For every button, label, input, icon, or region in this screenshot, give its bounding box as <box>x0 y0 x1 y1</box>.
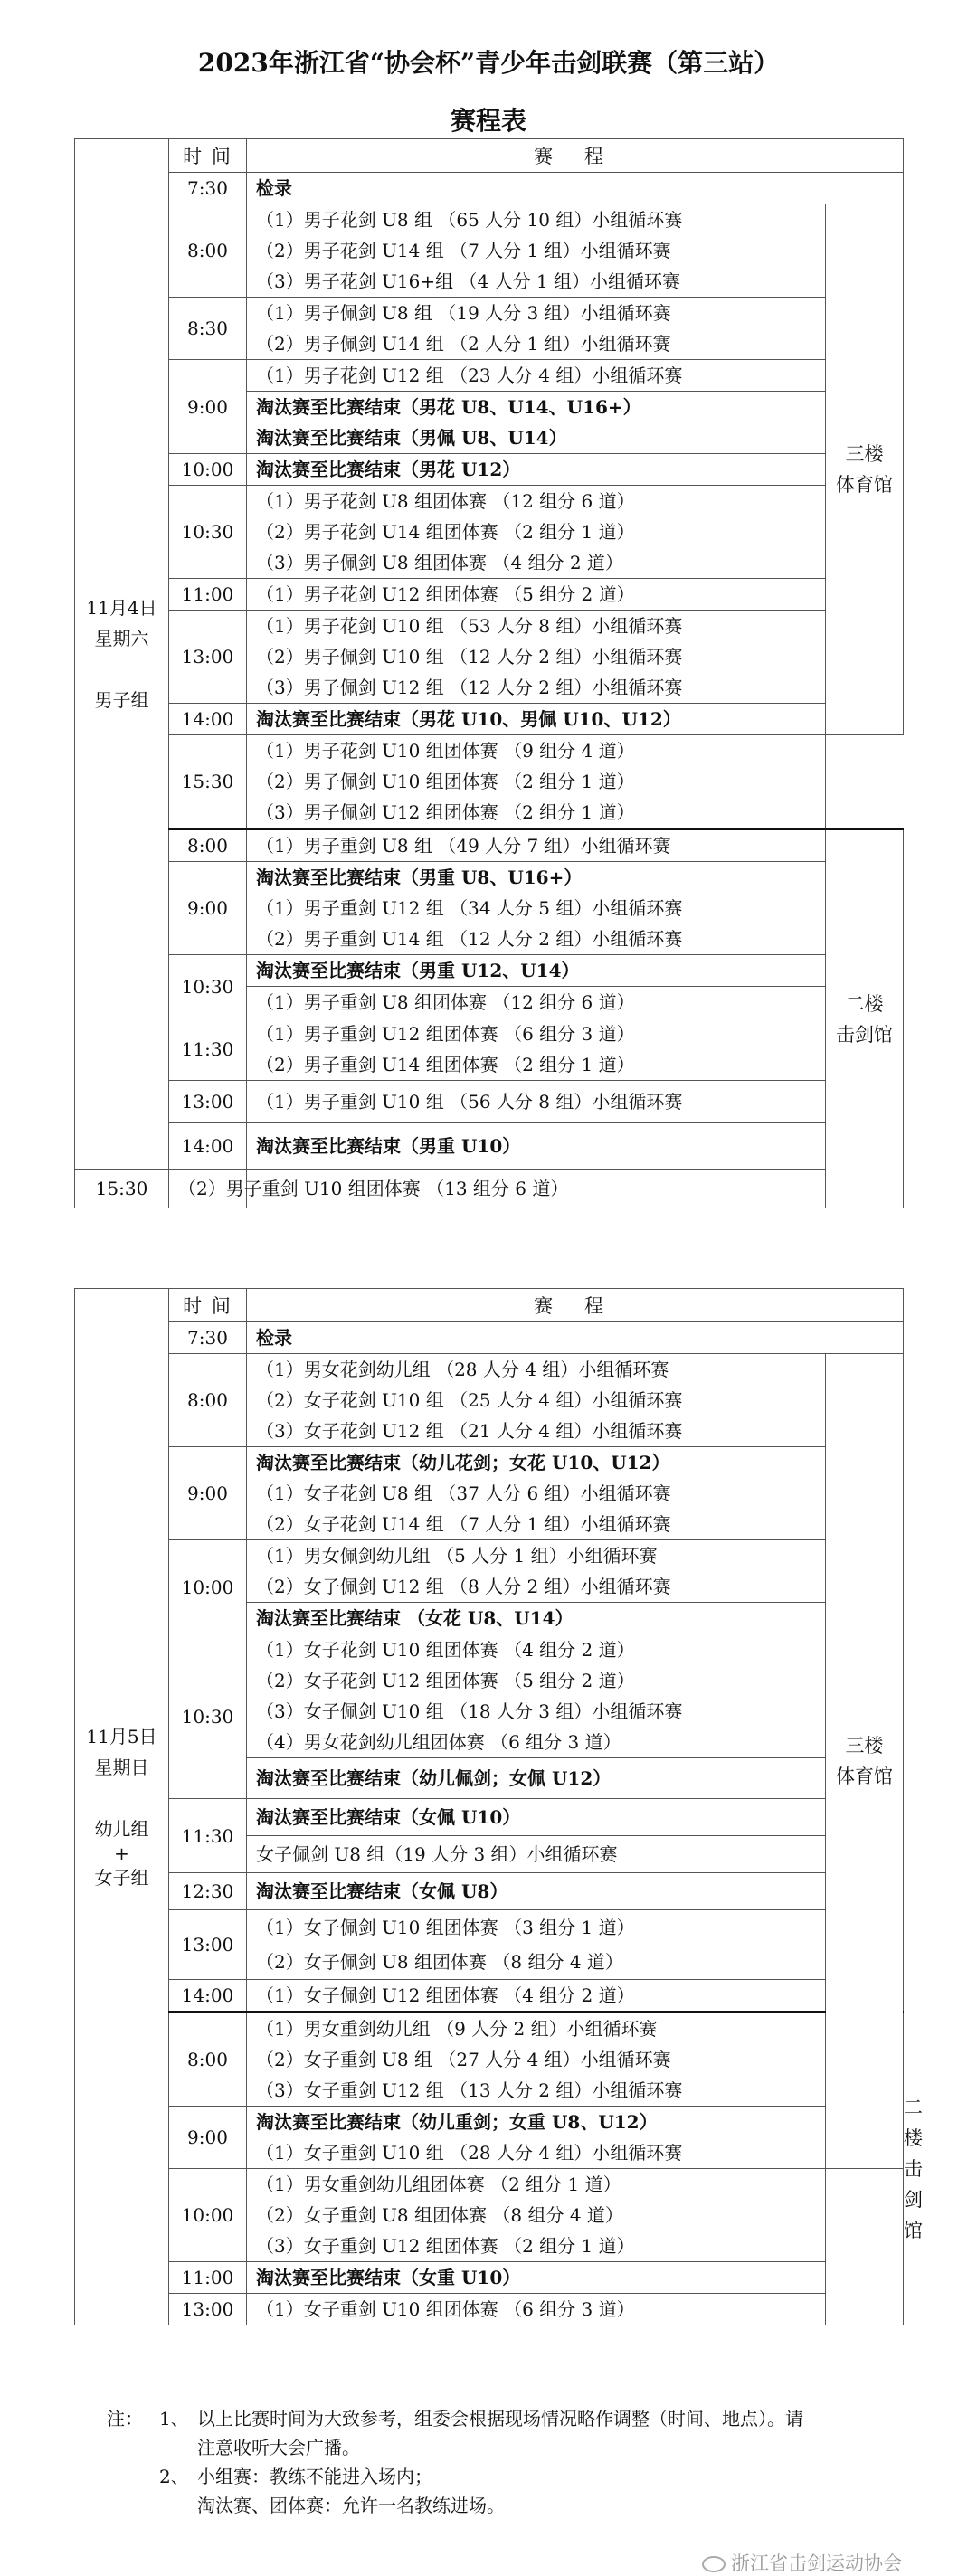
slot-event: （1）女子佩剑 U10 组团体赛 （3 组分 1 道） （2）女子佩剑 U8 组团体赛 （8 组分 4 道） <box>247 1910 826 1980</box>
slot-event: 淘汰赛至比赛结束（幼儿重剑；女重 U8、U12） （1）女子重剑 U10 组 （28 人分 4 组）小组循环赛 <box>247 2107 826 2169</box>
day1-group: 男子组 <box>94 689 149 711</box>
slot-time: 8:00 <box>169 829 247 862</box>
slot-event: 淘汰赛至比赛结束（男重 U8、U16+） （1）男子重剑 U12 组 （34 人分 5 组）小组循环赛 （2）男子重剑 U14 组 （12 人分 2 组）小组循环赛 <box>247 862 826 955</box>
slot-time: 7:30 <box>169 173 247 204</box>
day1-group-cell <box>75 139 169 1170</box>
slot-time: 7:30 <box>169 1322 247 1354</box>
slot-event: （1）男女佩剑幼儿组 （5 人分 1 组）小组循环赛 （2）女子佩剑 U12 组 （8 人分 2 组）小组循环赛 淘汰赛至比赛结束 （女花 U8、U14） <box>247 1540 826 1634</box>
note-2-line2: 淘汰赛、团体赛：允许一名教练进场。 <box>197 2495 505 2516</box>
day1-date: 11月4日 <box>86 597 157 619</box>
slot-event: （1）女子花剑 U10 组团体赛 （4 组分 2 道） （2）女子花剑 U12 组团体赛 （5 组分 2 道） （3）女子佩剑 U10 组 （18 人分 3 组）小组循环赛 （4）男女花剑幼儿组团体赛 （6 组分 3 道） 淘汰赛至比赛结束（幼儿佩剑；女佩 U12） <box>247 1634 826 1799</box>
slot-time: 10:00 <box>169 1540 247 1634</box>
note-1-line1: 以上比赛时间为大致参考，组委会根据现场情况略作调整（时间、地点）。请 <box>197 2408 803 2429</box>
slot-event: 检录 <box>247 173 904 204</box>
notes-section <box>107 2404 921 2520</box>
slot-event: （1）男女花剑幼儿组 （28 人分 4 组）小组循环赛 （2）女子花剑 U10 组 （25 人分 4 组）小组循环赛 （3）女子花剑 U12 组 （21 人分 4 组）小组循环赛 <box>247 1354 826 1447</box>
slot-event: 淘汰赛至比赛结束（女佩 U8） <box>247 1873 826 1910</box>
slot-event: （1）男子花剑 U12 组团体赛 （5 组分 2 道） <box>247 579 826 611</box>
slot-event: 检录 <box>247 1322 904 1354</box>
slot-time: 14:00 <box>169 1980 247 2012</box>
day2-group1: 幼儿组 <box>94 1817 149 1840</box>
slot-time: 14:00 <box>169 1123 247 1170</box>
header-program: 赛 程 <box>247 139 904 173</box>
watermark <box>702 2549 902 2576</box>
slot-time: 9:00 <box>169 360 247 454</box>
day2-venue-a: 三楼 体育馆 <box>826 1354 904 2169</box>
slot-time: 13:00 <box>169 2294 247 2325</box>
slot-event: （1）男女重剑幼儿组团体赛 （2 组分 1 道） （2）女子重剑 U8 组团体赛 （8 组分 4 道） （3）女子重剑 U12 组团体赛 （2 组分 1 道） <box>247 2169 826 2262</box>
slot-event: 淘汰赛至比赛结束（男重 U10） <box>247 1123 826 1170</box>
slot-event: （1）男子花剑 U10 组 （53 人分 8 组）小组循环赛 （2）男子佩剑 U10 组 （12 人分 2 组）小组循环赛 （3）男子佩剑 U12 组 （12 人分 2 组）小组循环赛 <box>247 611 826 704</box>
slot-event: （1）女子佩剑 U12 组团体赛 （4 组分 2 道） <box>247 1980 826 2012</box>
slot-event: （1）男子佩剑 U8 组 （19 人分 3 组）小组循环赛 （2）男子佩剑 U14 组 （2 人分 1 组）小组循环赛 <box>247 298 826 360</box>
slot-time: 14:00 <box>169 704 247 735</box>
slot-event: （1）男子花剑 U8 组团体赛 （12 组分 6 道） （2）男子花剑 U14 组团体赛 （2 组分 1 道） （3）男子佩剑 U8 组团体赛 （4 组分 2 道） <box>247 486 826 579</box>
slot-time: 8:00 <box>169 204 247 298</box>
slot-event: 淘汰赛至比赛结束（男花 U12） <box>247 454 826 486</box>
document-title: 2023年浙江省“协会杯”青少年击剑联赛（第三站） <box>197 48 780 78</box>
day2-weekday: 星期日 <box>94 1756 149 1778</box>
notes-label: 注： <box>107 2408 143 2429</box>
slot-time: 8:30 <box>169 298 247 360</box>
slot-time: 11:30 <box>169 1018 247 1081</box>
slot-event: （1）男女重剑幼儿组 （9 人分 2 组）小组循环赛 （2）女子重剑 U8 组 （27 人分 4 组）小组循环赛 （3）女子重剑 U12 组 （13 人分 2 组）小组循环赛 <box>247 2012 826 2107</box>
slot-event: （1）男子花剑 U10 组团体赛 （9 组分 4 道） （2）男子佩剑 U10 组团体赛 （2 组分 1 道） （3）男子佩剑 U12 组团体赛 （2 组分 1 道） <box>247 735 826 829</box>
watermark-text: 浙江省击剑运动协会 <box>731 2552 902 2574</box>
day1-venue-a: 三楼 体育馆 <box>826 204 904 735</box>
day2-group2: 女子组 <box>94 1866 149 1889</box>
day1-weekday: 星期六 <box>94 628 149 649</box>
schedule-table-day1 <box>74 138 904 1208</box>
day2-group-cell <box>75 1289 169 2325</box>
slot-event: （1）男子重剑 U12 组团体赛 （6 组分 3 道） （2）男子重剑 U14 组团体赛 （2 组分 1 道） <box>247 1018 826 1081</box>
slot-time: 15:30 <box>169 735 247 829</box>
slot-event: （1）男子重剑 U10 组 （56 人分 8 组）小组循环赛 <box>247 1081 826 1123</box>
slot-event: （1）男子花剑 U8 组 （65 人分 10 组）小组循环赛 （2）男子花剑 U14 组 （7 人分 1 组）小组循环赛 （3）男子花剑 U16+组 （4 人分 1 组）小组循环赛 <box>247 204 826 298</box>
slot-event: 淘汰赛至比赛结束（男重 U12、U14） （1）男子重剑 U8 组团体赛 （12 组分 6 道） <box>247 955 826 1018</box>
slot-event: 淘汰赛至比赛结束（女重 U10） <box>247 2262 826 2294</box>
note-2-number: 2、 <box>159 2466 189 2487</box>
note-1-number: 1、 <box>159 2408 189 2429</box>
slot-time: 13:00 <box>169 1081 247 1123</box>
day1-venue-b: 二楼 击剑馆 <box>826 829 904 1208</box>
slot-time: 8:00 <box>169 2012 247 2107</box>
slot-time: 10:30 <box>169 955 247 1018</box>
slot-event: （2）男子重剑 U10 组团体赛 （13 组分 6 道） <box>169 1170 247 1208</box>
slot-event: （1）女子重剑 U10 组团体赛 （6 组分 3 道） <box>247 2294 826 2325</box>
slot-time: 11:30 <box>169 1799 247 1873</box>
slot-time: 10:30 <box>169 486 247 579</box>
slot-time: 15:30 <box>75 1170 169 1208</box>
schedule-table-day2: 11月5日 星期日 幼儿组 + 女子组 时 间 赛 程 7:30 检录 8:00 （1）男女花剑幼儿组 （28 人分 4 组）小组循环赛 （2）女子花剑 U10 组 （25 人分 4 组）小组循环赛 （3）女子花剑 U12 组 （21 人分 4 组）小组循环赛 三楼 体育馆 9:00 淘汰赛至比赛结束（幼儿花剑；女花 U10、U12） （1）女子花剑 U8 组 （37 人分 6 组）小组循环赛 （2）女子花剑 U14 组 （7 人分 1 组）小组循环赛 10:00 （1）男女佩剑幼儿组 （5 人分 1 组）小组循环赛 （2）女子佩剑 U12 组 （8 人分 2 组）小组循环赛 淘汰赛至比赛结束 （女花 U8、U14） 10:30 （1）女子花剑 U10 组团体赛 （4 组分 2 道） （2）女子花剑 U12 组团体赛 （5 组分 2 道） （3）女子佩剑 U10 组 （18 人分 3 组）小组循环赛 （4）男女花剑幼儿组团体赛 （6 组分 3 道） 淘汰赛至比赛结束（幼儿佩剑；女佩 U12） 11:30 淘汰赛至比赛结束（女佩 U10） 女子佩剑 U8 组（19 人分 3 组）小组循环赛 12:30 淘汰赛至比赛结束（女佩 U8） 13:00 （1）女子佩剑 U10 组团体赛 （3 组分 1 道） （2）女子佩剑 U8 组团体赛 （8 组分 4 道） 14:00 （1）女子佩剑 U12 组团体赛 （4 组分 2 道） 8:00 （1）男女重剑幼儿组 （9 人分 2 组）小组循环赛 （2）女子重剑 U8 组 （27 人分 4 组）小组循环赛 （3）女子重剑 U12 组 （13 人分 2 组）小组循环赛 二楼 击剑馆 9:00 淘汰赛至比赛结束（幼儿重剑；女重 U8、U12） （1）女子重剑 U10 组 （28 人分 4 组）小组循环赛 10:00 （1）男女重剑幼儿组团体赛 （2 组分 1 道） （2）女子重剑 U8 组团体赛 （8 组分 4 道） （3）女子重剑 U12 组团体赛 （2 组分 1 道） 11:00 淘汰赛至比赛结束（女重 U10） 13:00 （1）女子重剑 U10 组团体赛 （6 组分 3 道） <box>74 1288 904 2325</box>
wechat-icon <box>702 2556 726 2572</box>
day2-date: 11月5日 <box>86 1725 157 1747</box>
slot-event: （1）男子重剑 U8 组 （49 人分 7 组）小组循环赛 <box>247 829 826 862</box>
slot-time: 11:00 <box>169 2262 247 2294</box>
slot-time: 9:00 <box>169 2107 247 2169</box>
header-program: 赛 程 <box>247 1289 904 1322</box>
slot-time: 13:00 <box>169 1910 247 1980</box>
slot-time: 11:00 <box>169 579 247 611</box>
slot-event: 淘汰赛至比赛结束（男花 U10、男佩 U10、U12） <box>247 704 826 735</box>
day2-plus: + <box>114 1842 129 1864</box>
slot-time: 10:30 <box>169 1634 247 1799</box>
slot-time: 10:00 <box>169 2169 247 2262</box>
slot-event: 淘汰赛至比赛结束（女佩 U10） 女子佩剑 U8 组（19 人分 3 组）小组循环赛 <box>247 1799 826 1873</box>
document-subtitle: 赛程表 <box>450 106 526 136</box>
note-1-line2: 注意收听大会广播。 <box>197 2437 360 2458</box>
slot-time: 12:30 <box>169 1873 247 1910</box>
slot-time: 13:00 <box>169 611 247 704</box>
slot-event: 淘汰赛至比赛结束（幼儿花剑；女花 U10、U12） （1）女子花剑 U8 组 （37 人分 6 组）小组循环赛 （2）女子花剑 U14 组 （7 人分 1 组）小组循环赛 <box>247 1447 826 1540</box>
slot-event: 淘汰赛至比赛结束（男花 U8、U14、U16+） 淘汰赛至比赛结束（男佩 U8、U14） <box>247 392 826 454</box>
slot-time: 9:00 <box>169 1447 247 1540</box>
header-time: 时 间 <box>169 139 247 173</box>
note-2-line1: 小组赛：教练不能进入场内； <box>197 2466 432 2487</box>
slot-event: （1）男子花剑 U12 组 （23 人分 4 组）小组循环赛 <box>247 360 826 392</box>
slot-time: 9:00 <box>169 862 247 955</box>
slot-time: 8:00 <box>169 1354 247 1447</box>
slot-time: 10:00 <box>169 454 247 486</box>
header-time: 时 间 <box>169 1289 247 1322</box>
